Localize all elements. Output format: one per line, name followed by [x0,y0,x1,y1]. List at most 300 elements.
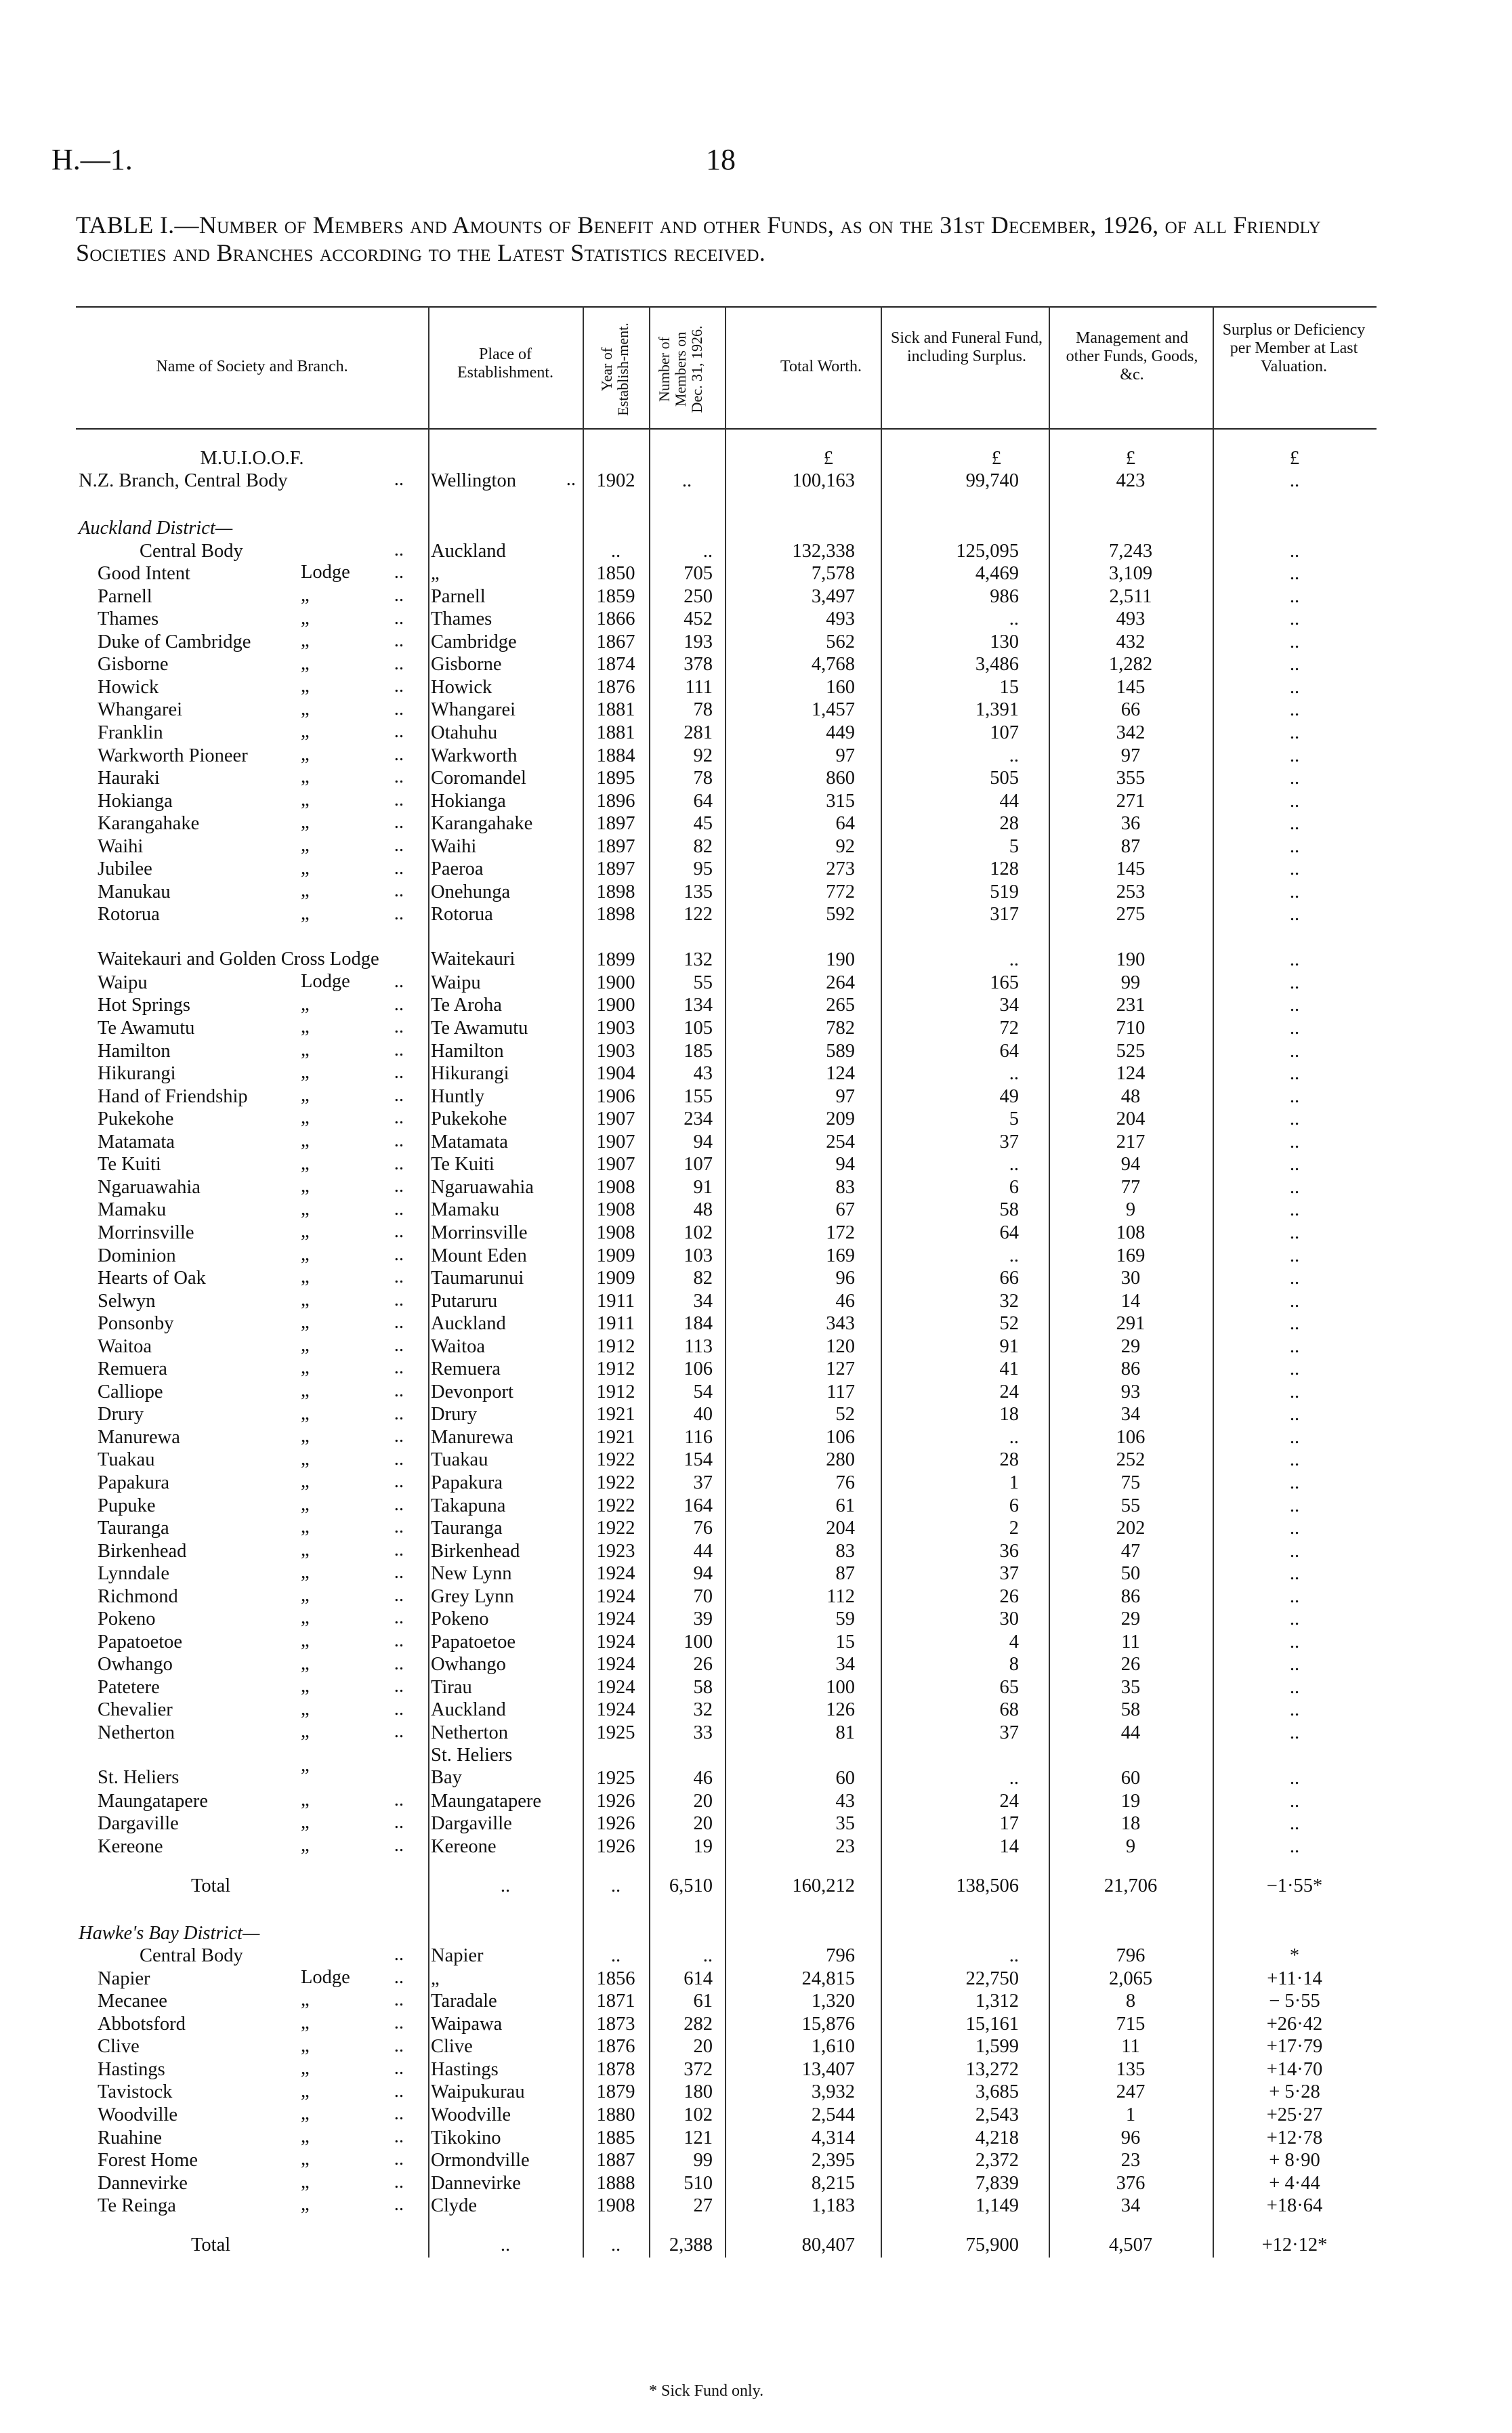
branch-cell [76,1198,428,1221]
lodge-marker: „ [301,1426,310,1447]
year: 1907 [596,1131,635,1152]
sick-fund: 64 [999,1222,1019,1243]
sick-fund: 52 [999,1313,1019,1335]
leader-dots: .. [394,539,404,560]
management-fund: 2,065 [1108,1968,1153,1989]
year: 1908 [596,1199,635,1221]
surplus: .. [1289,585,1300,607]
total-worth: 60 [835,1767,855,1789]
branch-cell [76,789,428,812]
branch-cell [76,1493,428,1516]
year: 1900 [596,972,635,993]
branch-name: Richmond [98,1585,178,1607]
management-fund: 75 [1120,1472,1141,1493]
place: New Lynn [431,1563,512,1585]
members: 250 [684,585,713,607]
place: Morrinsville [431,1222,528,1243]
members: 44 [693,1540,713,1562]
year: 1908 [596,2195,635,2217]
members: 54 [693,1381,713,1402]
total-worth: 126 [826,1699,855,1721]
year: 1856 [596,1968,635,1989]
lodge-marker: „ [301,1448,310,1470]
place: Taumarunui [431,1268,524,1289]
lodge-marker: „ [301,1402,310,1424]
members: 111 [685,676,713,698]
management-fund: 124 [1116,1063,1146,1085]
page-number: 18 [706,143,736,176]
branch-cell [76,1966,428,1989]
members: 70 [693,1585,713,1607]
leader-dots: .. [500,2234,511,2256]
surplus: .. [1289,1268,1300,1289]
place-cell [428,2035,583,2058]
place-cell [428,2102,583,2125]
management-fund: 355 [1116,768,1146,789]
total-worth: 254 [826,1131,855,1152]
hawkes-bay-district [76,1896,1377,2256]
place: „ [431,563,440,585]
branch-name: Birkenhead [98,1540,187,1562]
sick-fund: 2 [1009,1518,1019,1539]
place: Hamilton [431,1040,504,1062]
year: 1899 [596,949,635,971]
year: 1911 [597,1290,635,1312]
table-title [76,211,1377,267]
place: Paeroa [431,858,484,880]
branch-name: Forest Home [98,2150,198,2171]
place: Waitekauri [431,949,516,970]
members: 94 [693,1131,713,1152]
leader-dots: .. [394,1039,404,1060]
total-sick-fund: 75,900 [965,2234,1019,2256]
management-fund: 145 [1116,676,1146,698]
year: 1897 [596,813,635,835]
sick-fund: 99,740 [965,470,1019,492]
sick-fund: .. [1009,1426,1019,1448]
lodge-marker: „ [301,2171,310,2192]
table-row [76,2171,1377,2194]
place: Waipawa [431,2013,503,2035]
branch-cell [76,1266,428,1289]
place-cell [428,1743,583,1789]
total-worth: 83 [835,1176,855,1198]
sick-fund: 28 [999,813,1019,835]
sick-fund: 15 [999,676,1019,698]
branch-cell [76,1402,428,1426]
members: 61 [693,1991,713,2012]
lodge-marker: „ [301,1039,310,1060]
total-worth: 782 [826,1018,855,1039]
year: 1912 [596,1358,635,1380]
total-worth: 1,457 [811,699,855,721]
branch-name: Morrinsville [98,1222,194,1243]
year: 1897 [596,835,635,857]
management-fund: 3,109 [1108,563,1153,585]
table-row [76,1584,1377,1607]
table-row [76,2012,1377,2035]
members: 64 [693,790,713,812]
total-members: 2,388 [669,2234,713,2256]
leader-dots: .. [394,766,404,788]
sick-fund: 26 [999,1585,1019,1607]
branch-cell [76,1425,428,1448]
table-row [76,2194,1377,2217]
total-worth: 4,314 [811,2127,855,2148]
total-worth: 343 [826,1313,855,1335]
year: 1896 [596,790,635,812]
members: 95 [693,858,713,880]
place: Auckland [431,1313,506,1335]
total-worth: 280 [826,1449,855,1471]
sick-fund: 1,149 [975,2195,1019,2217]
leader-dots: .. [394,1562,404,1583]
table-row [76,812,1377,835]
members: 20 [693,2036,713,2058]
sick-fund: 15,161 [965,2013,1019,2035]
sick-fund: 8 [1009,1654,1019,1676]
members: 180 [684,2081,713,2103]
sick-fund: 41 [999,1358,1019,1380]
place: Tikokino [431,2127,501,2148]
surplus: .. [1289,1154,1300,1176]
management-fund: 94 [1120,1154,1141,1176]
sick-fund: .. [1009,1063,1019,1085]
table-row [76,562,1377,585]
place: Kereone [431,1835,497,1857]
sick-fund: 107 [990,722,1019,744]
table-row [76,1016,1377,1039]
year: 1908 [596,1176,635,1198]
branch-name: Pokeno [98,1608,156,1630]
management-fund: 291 [1116,1313,1146,1335]
branch-name: Central Body [140,1945,243,1967]
surplus: .. [1289,949,1300,971]
place-cell [428,766,583,789]
sick-fund: 1,312 [975,1991,1019,2012]
sick-fund: 128 [990,858,1019,880]
place: Clyde [431,2195,478,2217]
sick-fund: 3,486 [975,654,1019,675]
branch-cell [76,562,428,585]
leader-dots: .. [394,1966,404,1988]
place: Otahuhu [431,722,498,744]
year: 1897 [596,858,635,880]
place-cell [428,1607,583,1630]
leader-dots: .. [394,1584,404,1606]
place: Maungatapere [431,1790,541,1812]
col-header-year [599,318,631,420]
members: 185 [684,1040,713,1062]
lodge-marker: „ [301,1676,310,1697]
surplus: +11·14 [1267,1968,1322,1989]
members: 102 [684,1222,713,1243]
table-row [76,1402,1377,1426]
sick-fund: 44 [999,790,1019,812]
total-worth: 97 [835,1085,855,1107]
total-worth: 1,320 [811,1991,855,2012]
management-fund: 202 [1116,1518,1146,1539]
branch-cell [76,2102,428,2125]
total-worth: 61 [835,1495,855,1516]
total-worth: 24,815 [801,1968,855,1989]
management-fund: 275 [1116,904,1146,926]
lodge-marker: „ [301,1221,310,1243]
sick-fund: .. [1009,1767,1019,1789]
sick-fund: .. [1009,949,1019,971]
sick-fund: 36 [999,1540,1019,1562]
surplus: .. [1289,1085,1300,1107]
leader-dots: .. [394,1471,404,1493]
year: 1900 [596,995,635,1016]
leader-dots: .. [610,2234,621,2256]
branch-name: Central Body [140,540,243,562]
management-fund: 715 [1116,2013,1146,2035]
members: 164 [684,1495,713,1516]
branch-cell [76,1743,428,1789]
lodge-marker: „ [301,857,310,879]
leader-dots: .. [394,1176,404,1197]
table-row [76,1470,1377,1493]
branch-name: Abbotsford [98,2013,186,2035]
lodge-marker: „ [301,880,310,902]
management-fund: 93 [1120,1381,1141,1402]
management-fund: 525 [1116,1040,1146,1062]
leader-dots: .. [394,698,404,720]
members: 107 [684,1154,713,1176]
place-cell [428,1039,583,1062]
total-worth: 860 [826,768,855,789]
year: 1921 [596,1426,635,1448]
year: 1903 [596,1040,635,1062]
surplus: .. [1289,1585,1300,1607]
management-fund: 47 [1120,1540,1141,1562]
branch-name: Mamaku [98,1199,167,1221]
table-row [76,1789,1377,1812]
leader-dots: .. [394,1989,404,2011]
lodge-marker: „ [301,1607,310,1629]
place: Cambridge [431,631,517,652]
sick-fund: 2,372 [975,2150,1019,2171]
lodge-marker: „ [301,1129,310,1151]
place-cell [428,1152,583,1176]
sick-fund: 6 [1009,1176,1019,1198]
total-sick-fund: 138,506 [956,1875,1019,1896]
branch-name: Ruahine [98,2127,162,2148]
branch-name: Mecanee [98,1991,167,2012]
district-heading: Hawke's Bay District— [79,1922,260,1944]
table-row [76,1516,1377,1539]
surplus: .. [1289,972,1300,993]
branch-cell [76,1175,428,1198]
leader-dots: .. [394,1380,404,1401]
year: 1898 [596,904,635,926]
leader-dots: .. [394,971,404,993]
total-worth: 64 [835,813,855,835]
total-worth: 796 [826,1945,855,1967]
lodge-marker: „ [301,1243,310,1265]
branch-name: Matamata [98,1131,175,1152]
leader-dots: .. [394,1289,404,1310]
branch-name: Hauraki [98,768,160,789]
place-cell [428,1334,583,1357]
sick-fund: 7,839 [975,2172,1019,2194]
place-cell [428,743,583,766]
surplus: .. [1289,1540,1300,1562]
leader-dots: .. [394,607,404,629]
branch-name: Remuera [98,1358,167,1380]
branch-name: Whangarei [98,699,183,721]
surplus: .. [1289,540,1300,562]
branch-name: Te Kuiti [98,1154,161,1176]
members: 92 [693,745,713,766]
lodge-marker: „ [301,1312,310,1333]
surplus: .. [1289,1518,1300,1539]
leader-dots: .. [394,1812,404,1833]
total-worth: 3,932 [811,2081,855,2103]
table-row [76,2080,1377,2103]
year: 1925 [596,1767,635,1789]
surplus: .. [1289,1199,1300,1221]
branch-cell [76,2035,428,2058]
members: 39 [693,1608,713,1630]
members: 193 [684,631,713,652]
leader-dots: .. [394,880,404,902]
branch-cell [76,812,428,835]
year: 1902 [596,470,635,492]
leader-dots: .. [394,902,404,924]
management-fund: 9 [1125,1199,1136,1221]
branch-name: Pupuke [98,1495,156,1516]
leader-dots: .. [394,1062,404,1083]
lodge-marker: „ [301,1084,310,1106]
table-row [76,993,1377,1016]
total-members: 6,510 [669,1875,713,1896]
lodge-marker: „ [301,1289,310,1310]
table-row [76,1243,1377,1266]
branch-name: Parnell [98,585,152,607]
surplus: .. [1289,1426,1300,1448]
management-fund: 8 [1125,1991,1136,2012]
management-fund: 11 [1121,1631,1140,1652]
table-row [76,469,1377,492]
place-cell [428,2057,583,2080]
surplus: .. [1289,1108,1300,1130]
place-cell [428,1493,583,1516]
table-row [76,1743,1377,1789]
year: 1874 [596,654,635,675]
year: 1876 [596,2036,635,2058]
lodge-marker: „ [301,698,310,720]
total-worth: 772 [826,881,855,902]
surplus: * [1289,1945,1300,1967]
place-cell [428,1379,583,1402]
management-fund: 86 [1120,1358,1141,1380]
sick-fund: 4,218 [975,2127,1019,2148]
place-cell [428,698,583,721]
management-fund: 108 [1116,1222,1146,1243]
branch-cell [76,1312,428,1335]
place: Hikurangi [431,1063,509,1085]
col-header-members [656,318,705,420]
members: 102 [684,2104,713,2125]
members: 614 [684,1968,713,1989]
table-row [76,857,1377,880]
table-row [76,1720,1377,1743]
members: .. [702,1945,713,1967]
place-cell [428,652,583,675]
place-cell [428,993,583,1016]
management-fund: 96 [1120,2127,1141,2148]
branch-cell [76,1720,428,1743]
lodge-marker: „ [301,993,310,1015]
place-cell [428,562,583,585]
members: 20 [693,1813,713,1835]
place: Te Awamutu [431,1018,528,1039]
branch-name: Patetere [98,1676,160,1698]
table-row [76,1266,1377,1289]
leader-dots: .. [394,469,404,491]
leader-dots: .. [394,1243,404,1265]
table-row [76,1129,1377,1152]
sick-fund: 24 [999,1790,1019,1812]
year: 1878 [596,2058,635,2080]
branch-name: Chevalier [98,1699,173,1721]
lodge-marker: „ [301,1516,310,1538]
members: 27 [693,2195,713,2217]
management-fund: 342 [1116,722,1146,744]
branch-cell [76,1379,428,1402]
members: .. [702,540,713,562]
branch-cell [76,1629,428,1652]
year: 1924 [596,1699,635,1721]
management-fund: 26 [1120,1654,1141,1676]
year: 1850 [596,563,635,585]
place-cell [428,2171,583,2194]
sick-fund: 64 [999,1040,1019,1062]
lodge-marker: „ [301,1698,310,1720]
branch-cell [76,2148,428,2171]
lodge-marker: „ [301,1812,310,1833]
total-worth: 160 [826,676,855,698]
total-worth: 169 [826,1245,855,1266]
total-worth: 106 [826,1426,855,1448]
sick-fund: 30 [999,1608,1019,1630]
leader-dots: .. [394,743,404,765]
branch-name: Dargaville [98,1813,179,1835]
management-fund: 34 [1120,1404,1141,1426]
branch-cell [76,2171,428,2194]
place: Thames [431,608,492,630]
management-fund: 169 [1116,1245,1146,1266]
place: Matamata [431,1131,508,1152]
surplus: .. [1289,1040,1300,1062]
surplus: .. [1289,1018,1300,1039]
branch-name: N.Z. Branch, Central Body [79,470,288,492]
sick-fund: 519 [990,881,1019,902]
place: Netherton [431,1722,508,1743]
place-cell [428,1629,583,1652]
leader-dots: .. [394,2148,404,2170]
table-row [76,1989,1377,2012]
surplus: +12·78 [1266,2127,1323,2148]
branch-cell [76,1989,428,2012]
total-worth: 315 [826,790,855,812]
branch-cell [76,1562,428,1585]
sick-fund: 130 [990,631,1019,652]
year: 1867 [596,631,635,652]
place: Whangarei [431,699,516,721]
